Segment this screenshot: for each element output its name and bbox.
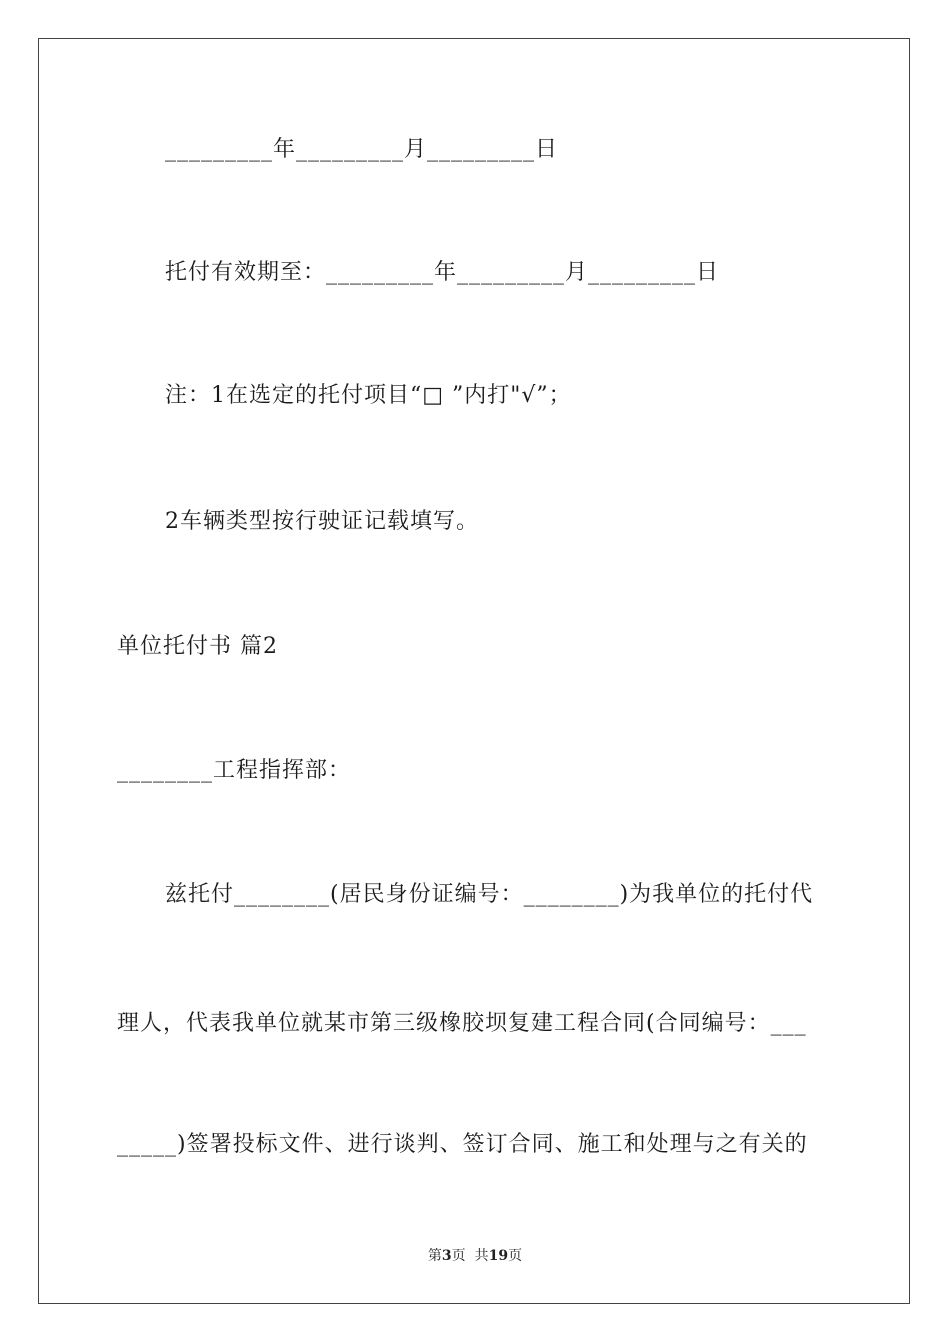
footer-page-current: 3 (441, 1248, 452, 1264)
page-footer (0, 1246, 950, 1266)
body-paragraph-line-1: 兹托付________(居民身份证编号：________)为我单位的托付代 (165, 882, 814, 907)
footer-page-suffix: 页 (508, 1248, 523, 1264)
note-line-2: 2车辆类型按行驶证记载填写。 (165, 509, 479, 534)
page-frame (38, 38, 910, 1304)
body-paragraph-line-2: 理人，代表我单位就某市第三级橡胶坝复建工程合同(合同编号：___ (117, 1011, 807, 1036)
validity-date-line: 托付有效期至：_________年_________月_________日 (165, 260, 720, 285)
footer-page-total: 19 (488, 1248, 509, 1264)
section-heading: 单位托付书 篇2 (117, 634, 278, 659)
addressee-line: ________工程指挥部： (117, 758, 352, 783)
body-paragraph-line-3: _____)签署投标文件、进行谈判、签订合同、施工和处理与之有关的 (117, 1132, 808, 1157)
footer-page-prefix: 第 (427, 1248, 442, 1264)
note-line-1: 注：1在选定的托付项目“□ ”内打"√”； (165, 383, 572, 408)
date-blank-line: _________年_________月_________日 (165, 137, 559, 162)
footer-page-mid: 页 共 (451, 1248, 489, 1264)
